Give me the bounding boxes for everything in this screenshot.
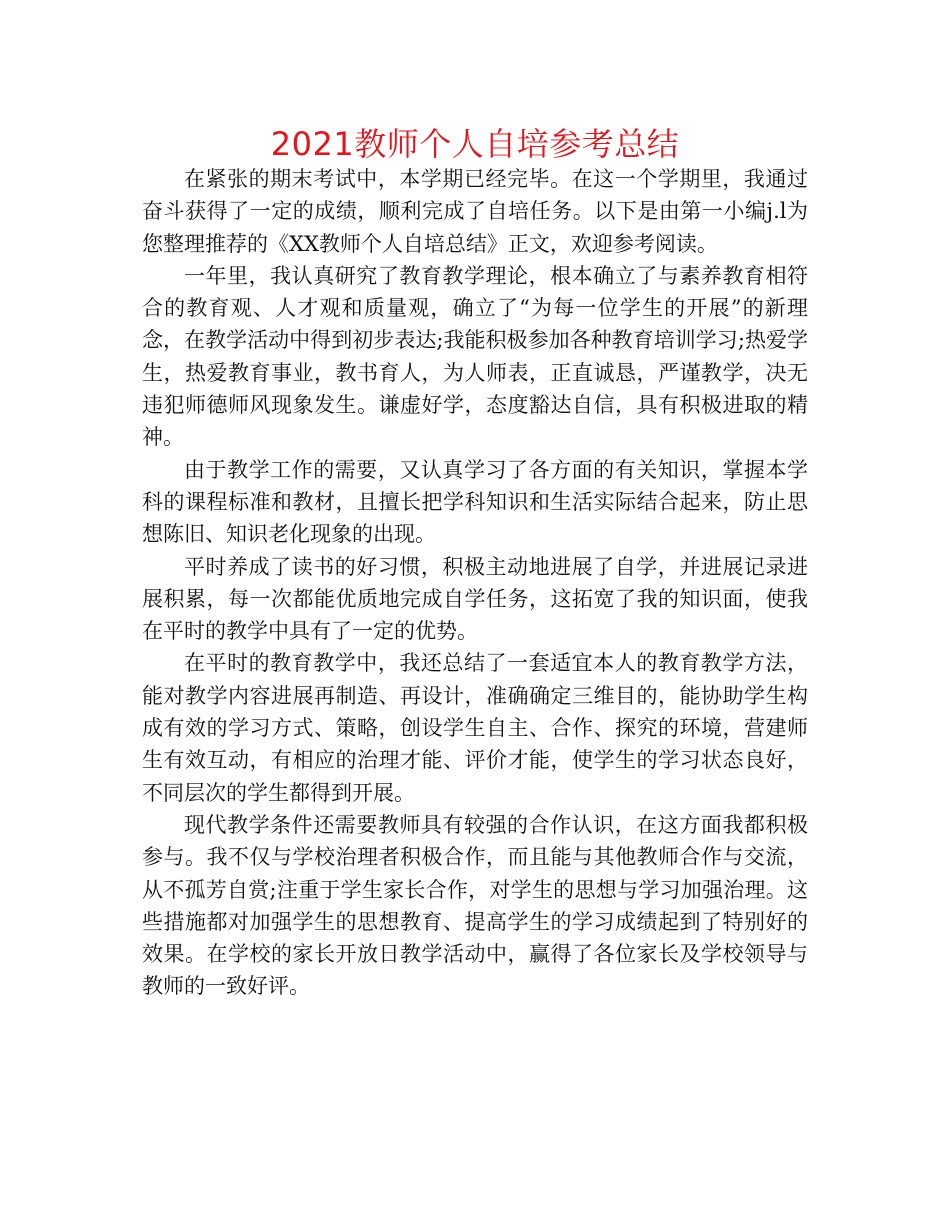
paragraph-self-study: 平时养成了读书的好习惯，积极主动地进展了自学，并进展记录进展积累，每一次都能优质地完成自学任务，这拓宽了我的知识面，使我在平时的教学中具有了一定的优势。 <box>142 554 808 644</box>
document-title: 2021教师个人自培参考总结 <box>270 125 680 163</box>
paragraph-cooperation: 现代教学条件还需要教师具有较强的合作认识，在这方面我都积极参与。我不仅与学校治理者积极合作，而且能与其他教师合作与交流，从不孤芳自赏;注重于学生家长合作，对学生的思想与学习加强治理。这些措施都对加强学生的思想教育、提高学生的学习成绩起到了特别好的效果。在学校的家长开放日教学活动中，赢得了各位家长及学校领导与教师的一致好评。 <box>142 812 808 999</box>
document-body <box>142 163 808 1003</box>
paragraph-teaching-theory: 一年里，我认真研究了教育教学理论，根本确立了与素养教育相符合的教育观、人才观和质量观，确立了“为每一位学生的开展”的新理念，在教学活动中得到初步表达;我能积极参加各种教育培训学习;热爱学生，热爱教育事业，教书育人，为人师表，正直诚恳，严谨教学，决无违犯师德师风现象发生。谦虚好学，态度豁达自信，具有积极进取的精神。 <box>142 263 808 450</box>
paragraph-learning-knowledge: 由于教学工作的需要，又认真学习了各方面的有关知识，掌握本学科的课程标准和教材，且擅长把学科知识和生活实际结合起来，防止思想陈旧、知识老化现象的出现。 <box>142 457 808 547</box>
paragraph-intro: 在紧张的期末考试中，本学期已经完毕。在这一个学期里，我通过奋斗获得了一定的成绩，顺利完成了自培任务。以下是由第一小编j.l为您整理推荐的《XX教师个人自培总结》正文，欢迎参考阅读。 <box>142 167 808 256</box>
paragraph-teaching-methods: 在平时的教育教学中，我还总结了一套适宜本人的教育教学方法，能对教学内容进展再制造、再设计，准确确定三维目的，能协助学生构成有效的学习方式、策略，创设学生自主、合作、探究的环境，营建师生有效互动，有相应的治理才能、评价才能，使学生的学习状态良好，不同层次的学生都得到开展。 <box>142 651 808 805</box>
